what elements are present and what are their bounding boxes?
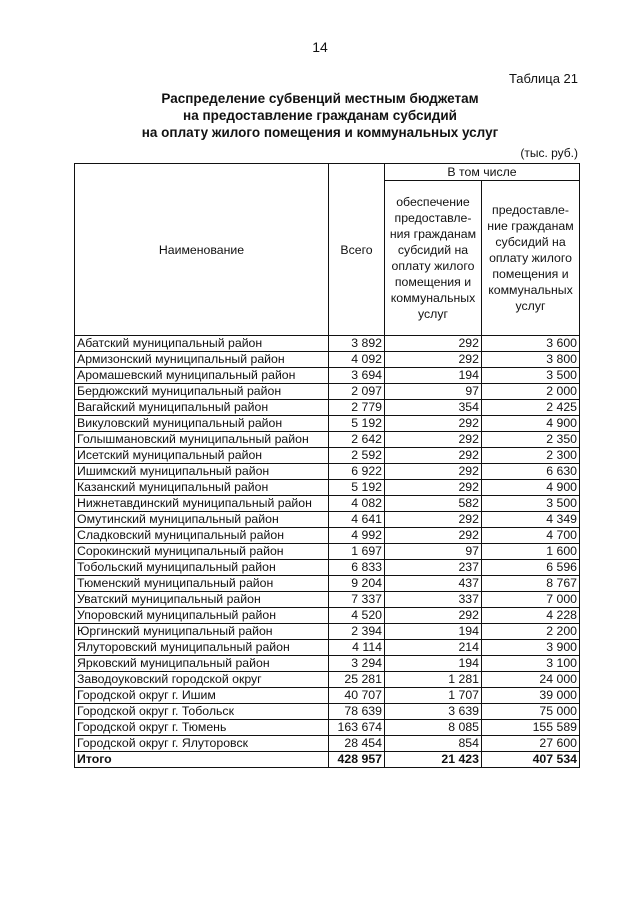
row-total: 3 294 — [329, 656, 385, 672]
table-row — [75, 592, 580, 608]
row-name: Нижнетавдинский муниципальный район — [75, 496, 329, 512]
row-col3: 292 — [385, 432, 482, 448]
table-row — [75, 624, 580, 640]
table-row — [75, 352, 580, 368]
row-total: 78 639 — [329, 704, 385, 720]
title-line: на оплату жилого помещения и коммунальных услуг — [141, 125, 499, 140]
row-col4: 4 349 — [482, 512, 580, 528]
row-col4: 2 300 — [482, 448, 580, 464]
row-col4: 3 900 — [482, 640, 580, 656]
table-row — [75, 400, 580, 416]
page-number: 14 — [312, 39, 328, 55]
table-row — [75, 720, 580, 736]
row-col4: 39 000 — [482, 688, 580, 704]
row-total: 2 592 — [329, 448, 385, 464]
row-total: 4 082 — [329, 496, 385, 512]
row-col3: 194 — [385, 368, 482, 384]
row-total: 3 694 — [329, 368, 385, 384]
row-total: 2 394 — [329, 624, 385, 640]
row-name: Сорокинский муниципальный район — [75, 544, 329, 560]
row-total: 2 097 — [329, 384, 385, 400]
row-col3: 292 — [385, 464, 482, 480]
row-total: 5 192 — [329, 480, 385, 496]
table-row — [75, 416, 580, 432]
row-name: Городской округ г. Тюмень — [75, 720, 329, 736]
row-total: 4 092 — [329, 352, 385, 368]
row-col4: 2 200 — [482, 624, 580, 640]
row-name: Армизонский муниципальный район — [75, 352, 329, 368]
header-name: Наименование — [75, 164, 329, 336]
row-col3: 194 — [385, 656, 482, 672]
row-col4: 27 600 — [482, 736, 580, 752]
total-value: 21 423 — [385, 752, 482, 768]
row-name: Юргинский муниципальный район — [75, 624, 329, 640]
table-row — [75, 464, 580, 480]
table-row — [75, 688, 580, 704]
row-total: 6 922 — [329, 464, 385, 480]
table-row — [75, 560, 580, 576]
total-value: 407 534 — [482, 752, 580, 768]
row-name: Абатский муниципальный район — [75, 336, 329, 352]
row-total: 25 281 — [329, 672, 385, 688]
row-name: Омутинский муниципальный район — [75, 512, 329, 528]
row-col3: 8 085 — [385, 720, 482, 736]
row-col3: 854 — [385, 736, 482, 752]
row-name: Городской округ г. Тобольск — [75, 704, 329, 720]
row-col4: 7 000 — [482, 592, 580, 608]
row-name: Голышмановский муниципальный район — [75, 432, 329, 448]
row-col3: 194 — [385, 624, 482, 640]
title-line: на предоставление гражданам субсидий — [183, 108, 457, 123]
row-col3: 354 — [385, 400, 482, 416]
row-name: Исетский муниципальный район — [75, 448, 329, 464]
row-col3: 292 — [385, 512, 482, 528]
table-row — [75, 336, 580, 352]
row-name: Уватский муниципальный район — [75, 592, 329, 608]
row-total: 2 779 — [329, 400, 385, 416]
row-total: 3 892 — [329, 336, 385, 352]
row-total: 2 642 — [329, 432, 385, 448]
row-col3: 237 — [385, 560, 482, 576]
row-name: Заводоуковский городской округ — [75, 672, 329, 688]
row-col4: 6 630 — [482, 464, 580, 480]
total-value: 428 957 — [329, 752, 385, 768]
title-line: Распределение субвенций местным бюджетам — [161, 91, 479, 106]
row-name: Аромашевский муниципальный район — [75, 368, 329, 384]
row-total: 4 520 — [329, 608, 385, 624]
row-name: Городской округ г. Ишим — [75, 688, 329, 704]
table-row — [75, 496, 580, 512]
row-name: Ярковский муниципальный район — [75, 656, 329, 672]
table-row — [75, 672, 580, 688]
row-col3: 292 — [385, 528, 482, 544]
table-row — [75, 480, 580, 496]
header-provision-support: обеспечение предоставле-ния гражданам субсидий на оплату жилого помещения и коммунальных услуг — [385, 181, 482, 336]
row-total: 5 192 — [329, 416, 385, 432]
row-col3: 292 — [385, 352, 482, 368]
row-col3: 1 281 — [385, 672, 482, 688]
row-col3: 97 — [385, 544, 482, 560]
row-col3: 292 — [385, 336, 482, 352]
row-col4: 75 000 — [482, 704, 580, 720]
row-col3: 437 — [385, 576, 482, 592]
row-col3: 3 639 — [385, 704, 482, 720]
row-col4: 2 425 — [482, 400, 580, 416]
row-col4: 6 596 — [482, 560, 580, 576]
row-col4: 3 100 — [482, 656, 580, 672]
row-total: 9 204 — [329, 576, 385, 592]
row-name: Ялуторовский муниципальный район — [75, 640, 329, 656]
row-col4: 155 589 — [482, 720, 580, 736]
row-col4: 3 500 — [482, 368, 580, 384]
row-col3: 582 — [385, 496, 482, 512]
row-col3: 292 — [385, 608, 482, 624]
row-col4: 4 228 — [482, 608, 580, 624]
table-row — [75, 704, 580, 720]
row-name: Вагайский муниципальный район — [75, 400, 329, 416]
row-col3: 97 — [385, 384, 482, 400]
row-col3: 292 — [385, 448, 482, 464]
row-col4: 3 800 — [482, 352, 580, 368]
row-name: Городской округ г. Ялуторовск — [75, 736, 329, 752]
total-row — [75, 752, 580, 768]
subsidy-table — [74, 163, 580, 768]
total-label: Итого — [75, 752, 329, 768]
table-row — [75, 432, 580, 448]
table-row — [75, 384, 580, 400]
row-name: Викуловский муниципальный район — [75, 416, 329, 432]
row-col4: 2 350 — [482, 432, 580, 448]
row-total: 1 697 — [329, 544, 385, 560]
row-col4: 24 000 — [482, 672, 580, 688]
table-label: Таблица 21 — [508, 71, 578, 86]
table-row — [75, 544, 580, 560]
row-name: Упоровский муниципальный район — [75, 608, 329, 624]
row-col4: 1 600 — [482, 544, 580, 560]
units-label: (тыс. руб.) — [520, 146, 578, 160]
table-row — [75, 608, 580, 624]
row-name: Ишимский муниципальный район — [75, 464, 329, 480]
row-col4: 4 900 — [482, 416, 580, 432]
table-row — [75, 528, 580, 544]
header-including: В том числе — [385, 164, 580, 181]
row-col4: 4 900 — [482, 480, 580, 496]
table-row — [75, 448, 580, 464]
table-row — [75, 736, 580, 752]
row-col4: 8 767 — [482, 576, 580, 592]
table-row — [75, 368, 580, 384]
row-name: Казанский муниципальный район — [75, 480, 329, 496]
row-col3: 337 — [385, 592, 482, 608]
row-name: Сладковский муниципальный район — [75, 528, 329, 544]
row-name: Тюменский муниципальный район — [75, 576, 329, 592]
table-row — [75, 640, 580, 656]
table-row — [75, 576, 580, 592]
row-name: Бердюжский муниципальный район — [75, 384, 329, 400]
row-col4: 3 500 — [482, 496, 580, 512]
row-col3: 292 — [385, 416, 482, 432]
row-total: 40 707 — [329, 688, 385, 704]
row-total: 7 337 — [329, 592, 385, 608]
row-total: 4 641 — [329, 512, 385, 528]
row-total: 28 454 — [329, 736, 385, 752]
row-col4: 4 700 — [482, 528, 580, 544]
row-total: 4 114 — [329, 640, 385, 656]
row-total: 4 992 — [329, 528, 385, 544]
row-col3: 292 — [385, 480, 482, 496]
table-row — [75, 512, 580, 528]
row-total: 163 674 — [329, 720, 385, 736]
row-col3: 214 — [385, 640, 482, 656]
table-title — [120, 90, 520, 141]
row-total: 6 833 — [329, 560, 385, 576]
row-col4: 3 600 — [482, 336, 580, 352]
row-col4: 2 000 — [482, 384, 580, 400]
row-col3: 1 707 — [385, 688, 482, 704]
table-body — [75, 336, 580, 768]
header-total: Всего — [329, 164, 385, 336]
table-row — [75, 656, 580, 672]
header-subsidy-provision: предоставле-ние гражданам субсидий на оплату жилого помещения и коммунальных услуг — [482, 181, 580, 336]
row-name: Тобольский муниципальный район — [75, 560, 329, 576]
